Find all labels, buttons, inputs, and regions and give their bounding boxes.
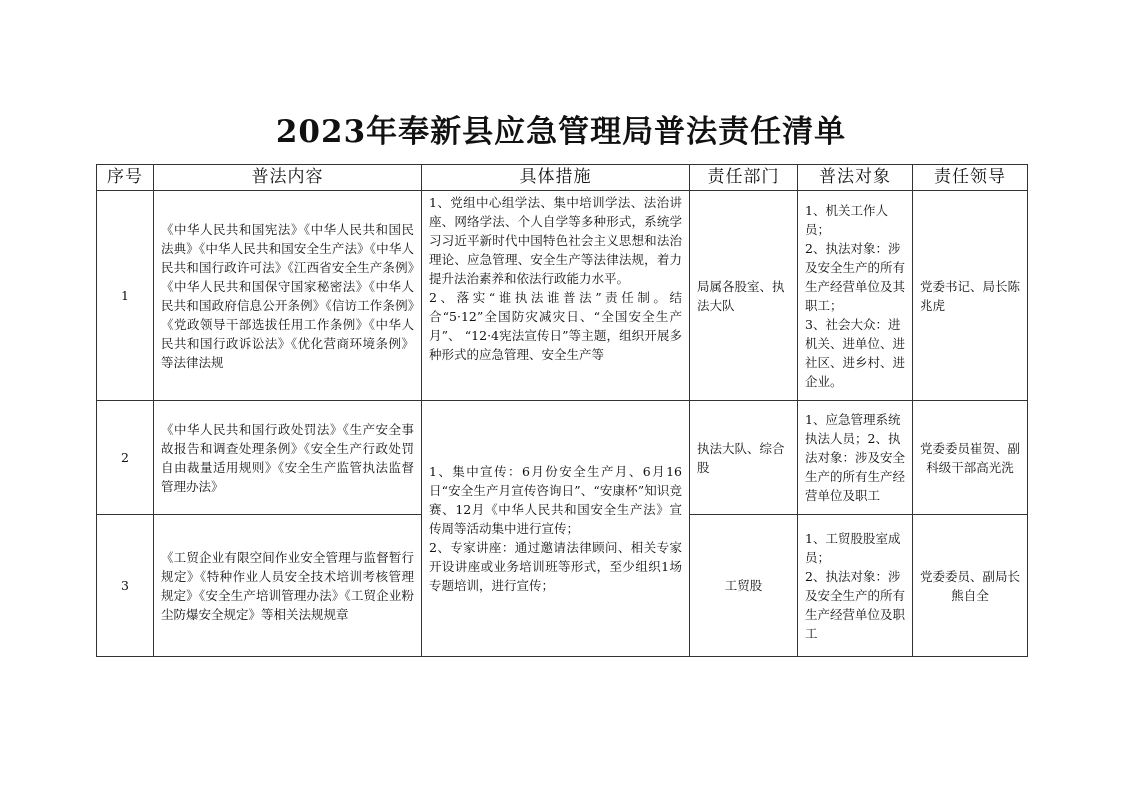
row-number: 3: [97, 515, 154, 657]
measure-item: 1、党组中心组学法、集中培训学法、法治讲座、网络学法、个人自学等多种形式，系统学习习近平新时代中国特色社会主义思想和法治理论、应急管理、安全生产等法律法规，着力提升法治素养和依法行政能力水平。: [429, 195, 682, 286]
row-department: 执法大队、综合股: [690, 401, 798, 515]
shared-measures: [422, 401, 690, 657]
header-measures: 具体措施: [422, 165, 690, 191]
target-item: 1、工贸股股室成员；: [805, 530, 901, 565]
measure-item: 2、专家讲座：通过邀请法律顾问、相关专家开设讲座或业务培训班等形式，至少组织1场专题培训，进行宣传；: [429, 540, 682, 593]
target-item: 3、社会大众：进机关、进单位、进社区、进乡村、进企业。: [805, 316, 906, 389]
row-leader: 党委委员、副局长熊自全: [913, 515, 1028, 657]
measure-item: 2、落实“谁执法谁普法”责任制。结合“5·12”全国防灾减灾日、“全国安全生产月”、 “12·4宪法宣传日”等主题，组织开展多种形式的应急管理、安全生产等: [429, 290, 682, 362]
row-content: 《工贸企业有限空间作业安全管理与监督暂行规定》《特种作业人员安全技术培训考核管理规定》《安全生产培训管理办法》《工贸企业粉尘防爆安全规定》等相关法规规章: [154, 515, 422, 657]
row-targets: [798, 191, 913, 401]
row-targets: [798, 515, 913, 657]
responsibility-table: [96, 164, 1028, 657]
target-item: 1、机关工作人员；: [805, 202, 888, 237]
header-content: 普法内容: [154, 165, 422, 191]
header-target: 普法对象: [798, 165, 913, 191]
table-row: [97, 401, 1028, 515]
header-leader: 责任领导: [913, 165, 1028, 191]
row-leader: 党委委员崔贺、副科级干部高光洗: [913, 401, 1028, 515]
row-department: 局属各股室、执法大队: [690, 191, 798, 401]
measure-item: 1、集中宣传：6月份安全生产月、6月16日“安全生产月宣传咨询日”、“安康杯”知识竞赛、12月《中华人民共和国安全生产法》宣传周等活动集中进行宣传；: [429, 464, 682, 536]
row-number: 1: [97, 191, 154, 401]
row-number: 2: [97, 401, 154, 515]
target-item: 2、执法对象：涉及安全生产的所有生产经营单位及其职工；: [805, 240, 906, 313]
header-department: 责任部门: [690, 165, 798, 191]
table-row: [97, 191, 1028, 401]
row-leader: 党委书记、局长陈兆虎: [913, 191, 1028, 401]
target-item: 1、应急管理系统执法人员；2、执法对象：涉及安全生产的所有生产经营单位及职工: [805, 412, 906, 503]
table-header-row: [97, 165, 1028, 191]
row-content: 《中华人民共和国行政处罚法》《生产安全事故报告和调查处理条例》《安全生产行政处罚自由裁量适用规则》《安全生产监管执法监督管理办法》: [154, 401, 422, 515]
target-item: 2、执法对象：涉及安全生产的所有生产经营单位及职工: [805, 568, 906, 641]
document-title: 2023年奉新县应急管理局普法责任清单: [275, 114, 847, 150]
row-measures: [422, 191, 690, 401]
header-number: 序号: [97, 165, 154, 191]
row-targets: [798, 401, 913, 515]
row-department: 工贸股: [690, 515, 798, 657]
row-content: 《中华人民共和国宪法》《中华人民共和国民法典》《中华人民共和国安全生产法》《中华人民共和国行政许可法》《江西省安全生产条例》《中华人民共和国保守国家秘密法》《中华人民共和国政府信息公开条例》《信访工作条例》《党政领导干部选拔任用工作条例》《中华人民共和国行政诉讼法》《优化营商环境条例》等法律法规: [154, 191, 422, 401]
